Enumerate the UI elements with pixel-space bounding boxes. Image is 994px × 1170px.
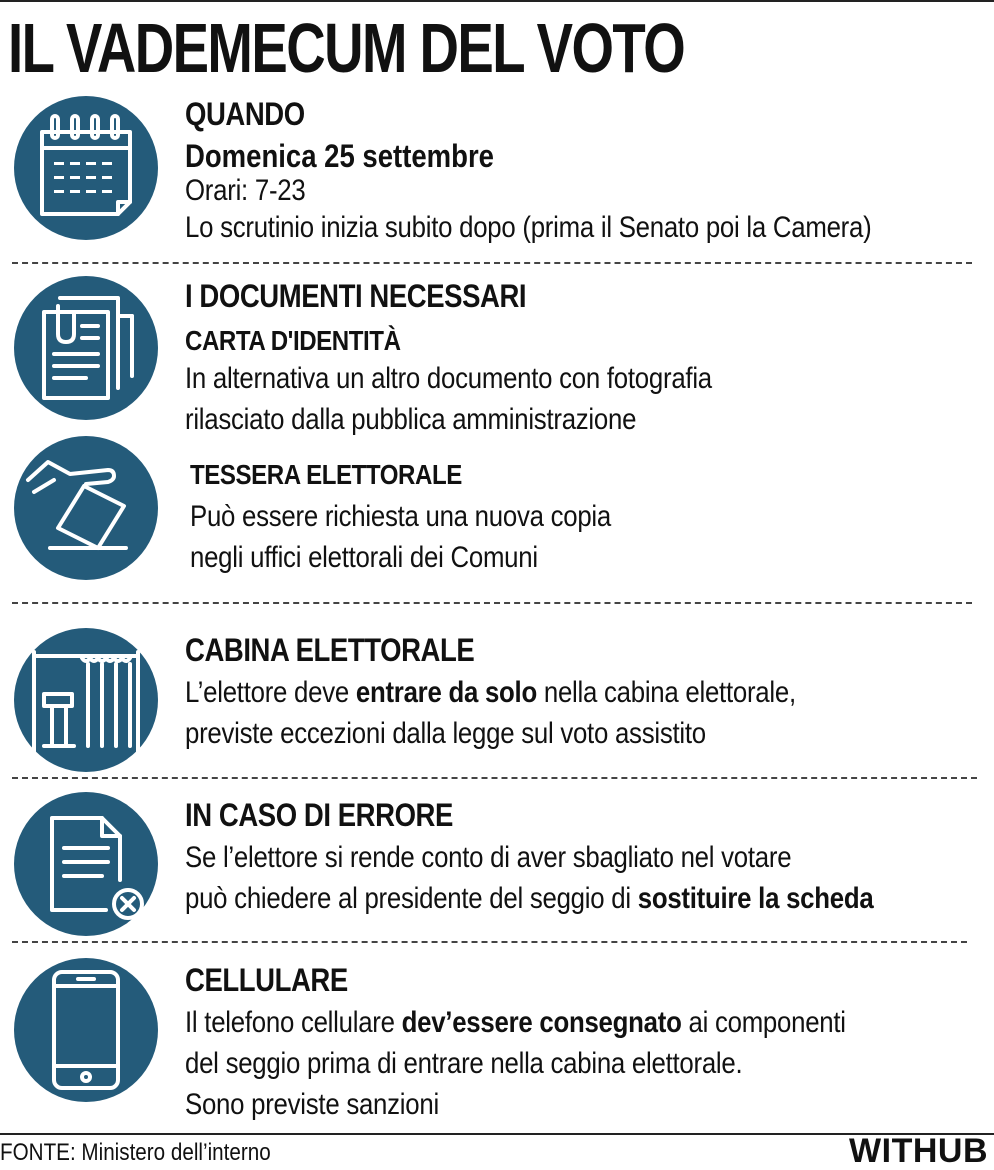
top-rule [0, 0, 994, 2]
document-item-line: rilasciato dalla pubblica amministrazione [185, 403, 637, 436]
booth-line: previste eccezioni dalla legge sul voto assistito [185, 717, 706, 750]
error-line: può chiedere al presidente del seggio di sostituire la scheda [185, 882, 874, 915]
section-booth [185, 632, 796, 754]
section-heading: QUANDO [185, 96, 305, 132]
section-divider [12, 777, 977, 779]
mobile-line: Sono previste sanzioni [185, 1088, 439, 1121]
voting-booth-icon [14, 628, 158, 772]
election-date: Domenica 25 settembre [185, 138, 494, 174]
document-item-title: CARTA D'IDENTITÀ [185, 325, 401, 356]
section-heading: IN CASO DI ERRORE [185, 797, 453, 833]
calendar-icon [14, 96, 158, 240]
section-divider [12, 262, 972, 264]
ballot-box-icon [14, 436, 158, 580]
footer-rule [0, 1133, 994, 1135]
error-line: Se l’elettore si rende conto di aver sbagliato nel votare [185, 841, 792, 874]
page-title: IL VADEMECUM DEL VOTO [8, 9, 685, 87]
document-error-icon [14, 792, 158, 936]
mobile-line: del seggio prima di entrare nella cabina elettorale. [185, 1047, 743, 1080]
mobile-line: Il telefono cellulare dev’essere consegnato ai componenti [185, 1006, 846, 1039]
section-error [185, 797, 873, 919]
section-heading: CABINA ELETTORALE [185, 632, 475, 668]
document-item-line: Può essere richiesta una nuova copia [190, 500, 611, 533]
section-voter-card [190, 458, 611, 578]
brand-logo: WITHUB [849, 1132, 988, 1170]
section-heading: I DOCUMENTI NECESSARI [185, 278, 527, 314]
mobile-phone-icon [14, 958, 158, 1102]
booth-line: L’elettore deve entrare da solo nella cabina elettorale, [185, 676, 796, 709]
source-credit: FONTE: Ministero dell’interno [0, 1139, 271, 1166]
booth-emphasis: entrare da solo [355, 676, 537, 709]
mobile-emphasis: dev’essere consegnato [401, 1006, 682, 1039]
error-emphasis: sostituire la scheda [637, 882, 874, 915]
section-when [185, 96, 871, 248]
document-item-line: negli uffici elettorali dei Comuni [190, 541, 538, 574]
section-divider [12, 941, 967, 943]
section-heading: CELLULARE [185, 962, 348, 998]
section-documents [185, 278, 712, 440]
document-item-line: In alternativa un altro documento con fotografia [185, 362, 712, 395]
section-mobile [185, 962, 846, 1125]
documents-icon [14, 276, 158, 420]
document-item-title: TESSERA ELETTORALE [190, 459, 462, 490]
voting-hours: Orari: 7-23 [185, 174, 306, 207]
section-divider [12, 602, 972, 604]
counting-note: Lo scrutinio inizia subito dopo (prima il Senato poi la Camera) [185, 211, 872, 244]
